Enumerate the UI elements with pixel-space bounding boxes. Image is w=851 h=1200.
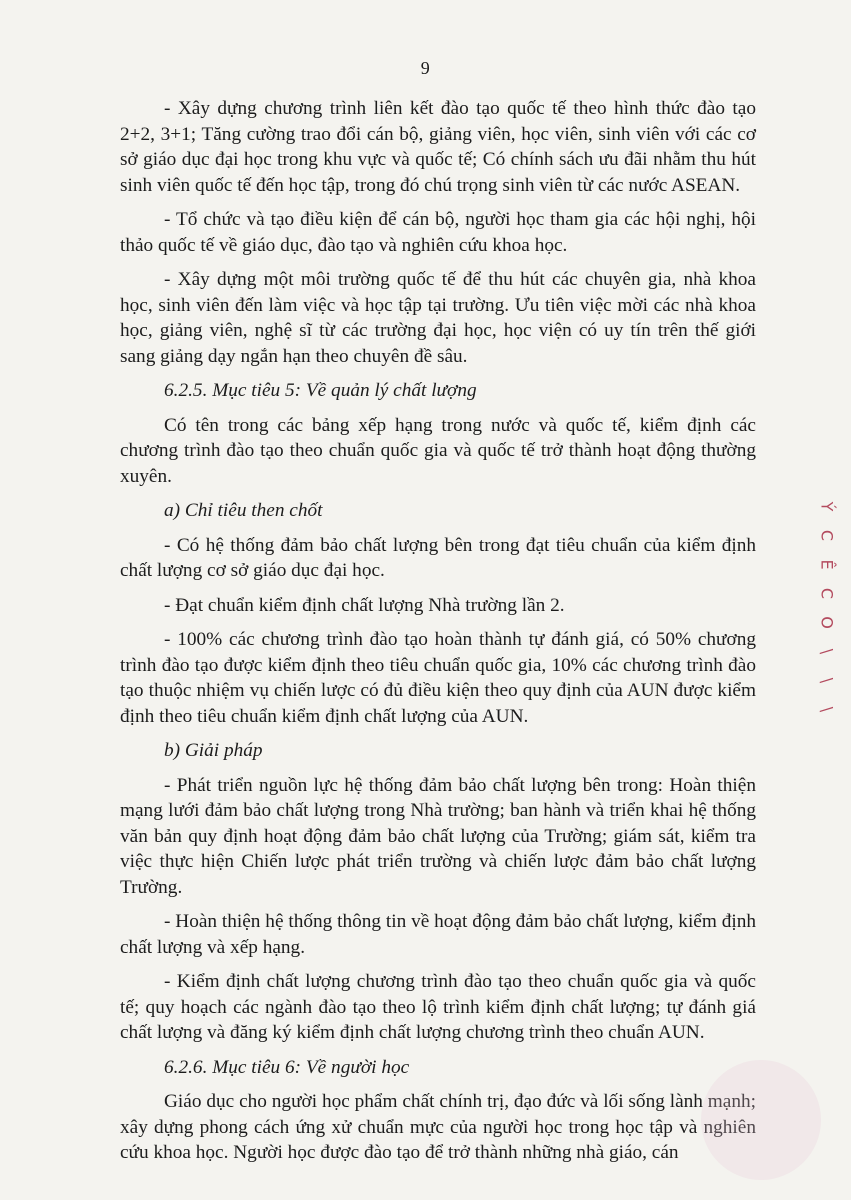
edge-mark: C [817, 529, 837, 542]
paragraph-bullet: - Xây dựng một môi trường quốc tế để thu hút các chuyên gia, nhà khoa học, sinh viên đến làm việc và học tập tại trường. Ưu tiên việc mời các nhà khoa học, giảng viên, nghệ sĩ từ các trường đại học, học viện có uy tín trên thế giới sang giảng dạy ngắn hạn theo chuyên đề sâu. [120, 269, 756, 367]
binding-edge-marks [817, 492, 837, 713]
edge-mark: \ [817, 706, 837, 713]
paragraph-bullet: - Tổ chức và tạo điều kiện để cán bộ, người học tham gia các hội nghị, hội thảo quốc tế về giáo dục, đào tạo và nghiên cứu khoa học. [120, 209, 756, 256]
paragraph-bullet: - Phát triển nguồn lực hệ thống đảm bảo chất lượng bên trong: Hoàn thiện mạng lưới đảm bảo chất lượng trong Nhà trường; ban hành và triển khai hệ thống văn bản quy định hoạt động đảm bảo chất lượng của Trường; giám sát, kiểm tra việc thực hiện Chiến lược phát triển trường và chiến lược đảm bảo chất lượng Trường. [120, 774, 756, 898]
paragraph: Có tên trong các bảng xếp hạng trong nước và quốc tế, kiểm định các chương trình đào tạo theo chuẩn quốc gia và quốc tế trở thành hoạt động thường xuyên. [120, 414, 756, 487]
section-heading: 6.2.6. Mục tiêu 6: Về người học [164, 1056, 410, 1078]
edge-mark: \ [817, 648, 837, 655]
scan-smudge [701, 1060, 821, 1180]
edge-mark: C [817, 587, 837, 600]
paragraph: Giáo dục cho người học phẩm chất chính trị, đạo đức và lối sống lành mạnh; xây dựng phong cách ứng xử chuẩn mực của người học trong học tập và nghiên cứu khoa học. Người học được đào tạo để trở thành những nhà giáo, cán [120, 1091, 756, 1163]
paragraph-bullet: - Đạt chuẩn kiểm định chất lượng Nhà trường lần 2. [164, 594, 565, 616]
paragraph-bullet: - Hoàn thiện hệ thống thông tin về hoạt động đảm bảo chất lượng, kiểm định chất lượng và xếp hạng. [120, 911, 756, 958]
paragraph-bullet: - Xây dựng chương trình liên kết đào tạo quốc tế theo hình thức đào tạo 2+2, 3+1; Tăng cường trao đổi cán bộ, giảng viên, học viên, sinh viên với các cơ sở giáo dục đại học trong khu vực và quốc tế; Có chính sách ưu đãi nhằm thu hút sinh viên quốc tế đến học tập, trong đó chú trọng sinh viên từ các nước ASEAN. [120, 98, 756, 196]
edge-mark: Ê [817, 559, 837, 570]
edge-mark: \ [817, 677, 837, 684]
edge-mark: O [817, 616, 837, 629]
subsection-heading: b) Giải pháp [164, 740, 263, 761]
section-heading: 6.2.5. Mục tiêu 5: Về quản lý chất lượng [164, 380, 477, 401]
document-body [120, 96, 756, 1175]
paragraph-bullet: - Kiểm định chất lượng chương trình đào tạo theo chuẩn quốc gia và quốc tế; quy hoạch các ngành đào tạo theo lộ trình kiểm định chất lượng; tự đánh giá chất lượng và đăng ký kiểm định chất lượng chương trình theo chuẩn AUN. [120, 971, 756, 1043]
paragraph-bullet: - Có hệ thống đảm bảo chất lượng bên trong đạt tiêu chuẩn của kiểm định chất lượng cơ sở giáo dục đại học. [120, 534, 756, 581]
edge-mark: Ý [817, 501, 837, 512]
paragraph-bullet: - 100% các chương trình đào tạo hoàn thành tự đánh giá, có 50% chương trình đào tạo được kiểm định theo tiêu chuẩn quốc gia, 10% các chương trình đào tạo thuộc nhiệm vụ chiến lược có đủ điều kiện theo quy định của AUN được kiểm định theo tiêu chuẩn kiểm định chất lượng của AUN. [120, 629, 756, 727]
subsection-heading: a) Chỉ tiêu then chốt [164, 500, 323, 521]
page-number: 9 [420, 58, 431, 78]
